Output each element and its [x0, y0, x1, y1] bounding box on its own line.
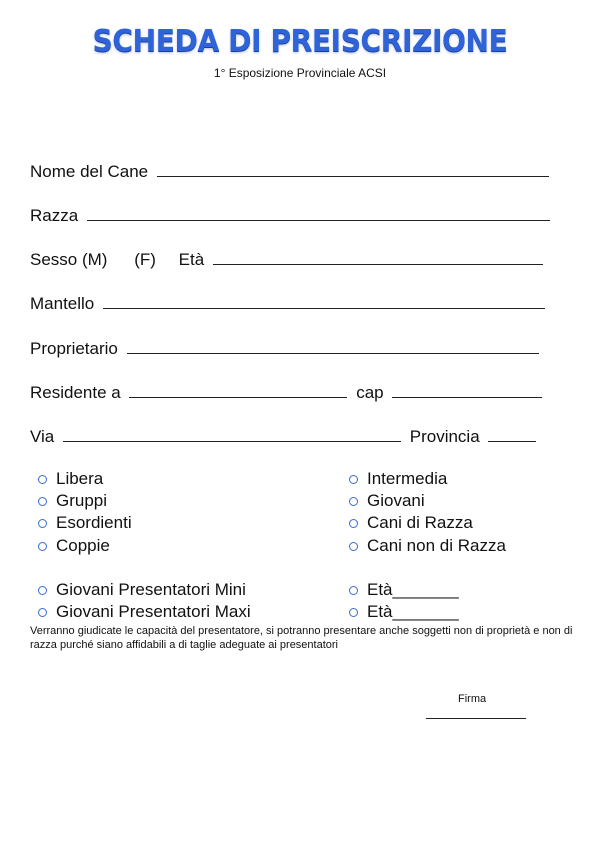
sesso-m-label[interactable]: Sesso (M)	[30, 250, 108, 269]
radio-icon[interactable]	[38, 475, 47, 484]
radio-icon[interactable]	[349, 475, 358, 484]
option-eta-maxi[interactable]	[349, 602, 459, 622]
option-giovani[interactable]	[349, 491, 425, 511]
field-nome-cane	[30, 160, 549, 182]
presentatori-note: Verranno giudicate le capacità del presentatore, si potranno presentare anche soggetti non di proprietà e non di razza purché siano affidabili a di taglie adeguate ai presentatori	[30, 625, 573, 651]
option-esordienti[interactable]	[38, 513, 132, 533]
option-presentatori-maxi[interactable]	[38, 602, 251, 622]
via-input[interactable]	[63, 425, 401, 442]
provincia-input[interactable]	[488, 425, 536, 442]
field-label: Via	[30, 427, 55, 446]
proprietario-input[interactable]	[127, 337, 539, 354]
eta-label: Età	[178, 250, 205, 269]
field-mantello	[30, 292, 545, 314]
field-sesso-eta	[30, 248, 543, 270]
field-residente	[30, 381, 542, 403]
firma-line[interactable]	[426, 718, 526, 719]
cap-label: cap	[356, 383, 384, 402]
radio-icon[interactable]	[349, 586, 358, 595]
radio-icon[interactable]	[349, 519, 358, 528]
option-cani-non-di-razza[interactable]	[349, 536, 506, 556]
eta-input[interactable]	[213, 248, 543, 265]
option-label: Coppie	[56, 536, 110, 555]
field-label: Residente a	[30, 383, 121, 402]
option-label: Gruppi	[56, 491, 108, 510]
page-subtitle: 1° Esposizione Provinciale ACSI	[213, 66, 387, 80]
option-label: Esordienti	[56, 513, 132, 532]
radio-icon[interactable]	[38, 586, 47, 595]
option-libera[interactable]	[38, 469, 103, 489]
option-label: Giovani Presentatori Maxi	[56, 602, 251, 621]
radio-icon[interactable]	[38, 608, 47, 617]
field-label: Mantello	[30, 294, 95, 313]
option-label: Cani non di Razza	[367, 536, 506, 555]
radio-icon[interactable]	[349, 542, 358, 551]
option-label: Giovani	[367, 491, 425, 510]
option-label: Età_______	[367, 580, 459, 599]
radio-icon[interactable]	[38, 519, 47, 528]
field-proprietario	[30, 337, 539, 359]
sesso-f-label[interactable]: (F)	[134, 250, 156, 269]
radio-icon[interactable]	[349, 608, 358, 617]
option-label: Età_______	[367, 602, 459, 621]
option-intermedia[interactable]	[349, 469, 447, 489]
provincia-label: Provincia	[409, 427, 480, 446]
option-cani-di-razza[interactable]	[349, 513, 473, 533]
cap-input[interactable]	[392, 381, 542, 398]
nome-cane-input[interactable]	[157, 160, 549, 177]
residente-input[interactable]	[129, 381, 347, 398]
radio-icon[interactable]	[38, 542, 47, 551]
firma-label: Firma	[458, 693, 487, 705]
page-title: SCHEDA DI PREISCRIZIONE	[92, 24, 508, 59]
mantello-input[interactable]	[103, 292, 545, 309]
option-coppie[interactable]	[38, 536, 110, 556]
option-label: Libera	[56, 469, 104, 488]
field-razza	[30, 204, 550, 226]
option-label: Giovani Presentatori Mini	[56, 580, 246, 599]
option-label: Intermedia	[367, 469, 448, 488]
option-eta-mini[interactable]	[349, 580, 459, 600]
field-label: Nome del Cane	[30, 162, 149, 181]
radio-icon[interactable]	[349, 497, 358, 506]
field-label: Razza	[30, 206, 79, 225]
field-via	[30, 425, 536, 447]
option-gruppi[interactable]	[38, 491, 107, 511]
option-presentatori-mini[interactable]	[38, 580, 246, 600]
razza-input[interactable]	[87, 204, 550, 221]
field-label: Proprietario	[30, 339, 118, 358]
radio-icon[interactable]	[38, 497, 47, 506]
option-label: Cani di Razza	[367, 513, 473, 532]
